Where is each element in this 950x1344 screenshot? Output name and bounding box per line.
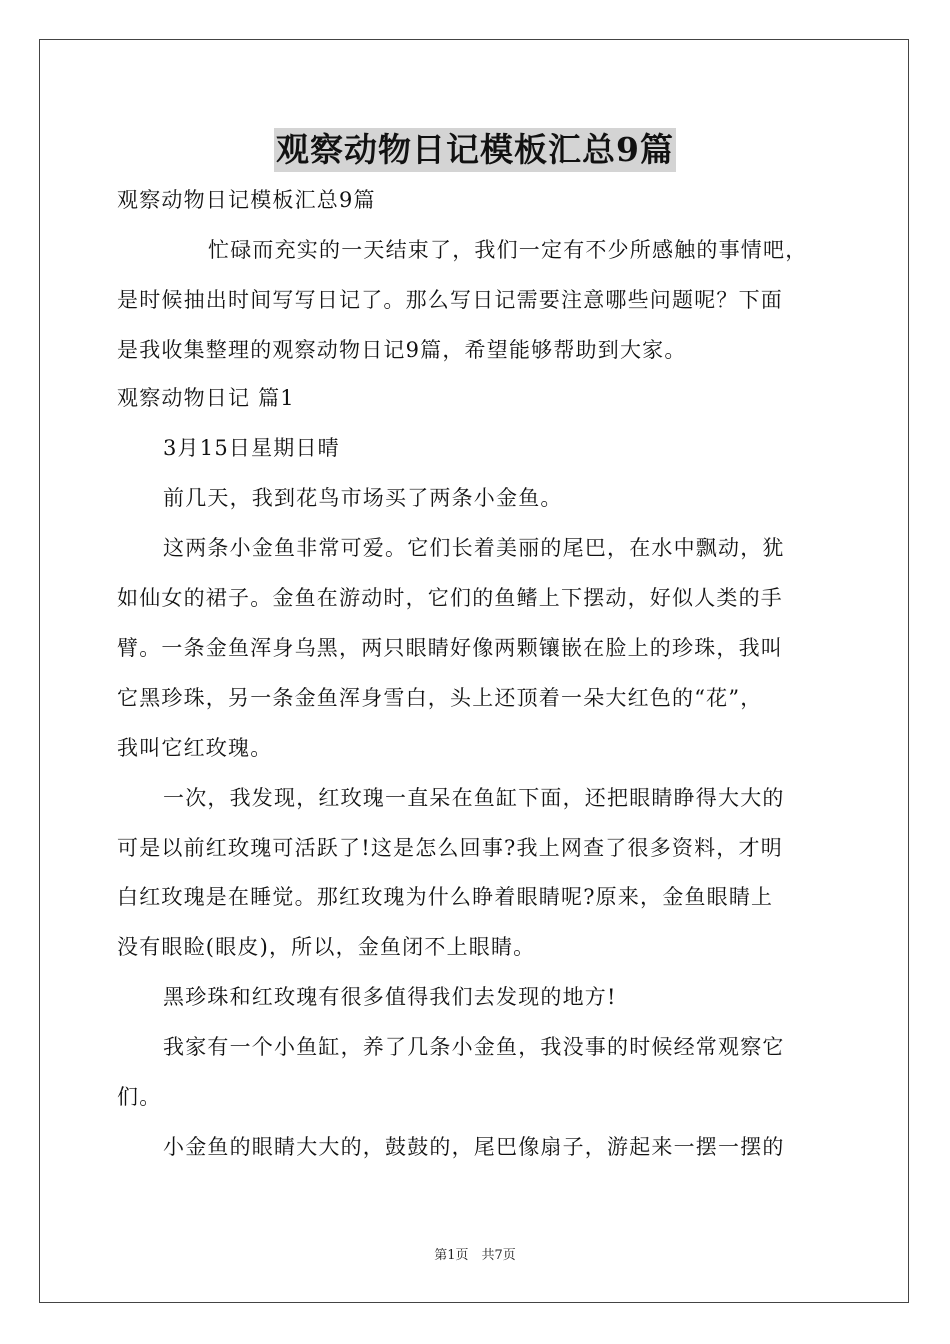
text-line: 可是以前红玫瑰可活跃了!这是怎么回事?我上网查了很多资料，才明 [117, 836, 783, 860]
text-line: 们。 [117, 1085, 162, 1109]
text-line: 没有眼睑(眼皮)，所以，金鱼闭不上眼睛。 [117, 935, 536, 959]
text-line: 臂。一条金鱼浑身乌黑，两只眼睛好像两颗镶嵌在脸上的珍珠，我叫 [117, 636, 783, 660]
text-line: 忙碌而充实的一天结束了，我们一定有不少所感触的事情吧， [208, 238, 808, 262]
text-line: 白红玫瑰是在睡觉。那红玫瑰为什么睁着眼睛呢?原来，金鱼眼睛上 [117, 885, 774, 909]
page-border [39, 39, 909, 1303]
text-line: 这两条小金鱼非常可爱。它们长着美丽的尾巴，在水中飘动，犹 [163, 536, 785, 560]
text-line: 它黑珍珠，另一条金鱼浑身雪白，头上还顶着一朵大红色的“花”， [117, 686, 763, 710]
text-line: 是时候抽出时间写写日记了。那么写日记需要注意哪些问题呢？下面 [117, 288, 783, 312]
text-line: 黑珍珠和红玫瑰有很多值得我们去发现的地方! [163, 985, 617, 1009]
text-line: 我家有一个小鱼缸，养了几条小金鱼，我没事的时候经常观察它 [163, 1035, 785, 1059]
text-line: 一次，我发现，红玫瑰一直呆在鱼缸下面，还把眼睛睁得大大的 [163, 786, 785, 810]
text-line: 小金鱼的眼睛大大的，鼓鼓的，尾巴像扇子，游起来一摆一摆的 [163, 1135, 785, 1159]
page-number-footer: 第1页 共7页 [434, 1248, 516, 1263]
text-line: 前几天，我到花鸟市场买了两条小金鱼。 [163, 486, 563, 510]
section-heading: 观察动物日记 篇1 [117, 386, 295, 410]
text-line: 如仙女的裙子。金鱼在游动时，它们的鱼鳍上下摆动，好似人类的手 [117, 586, 783, 610]
title-container [0, 128, 950, 172]
date-line: 3月15日星期日晴 [163, 436, 340, 460]
document-title: 观察动物日记模板汇总9篇 [274, 128, 676, 172]
text-line: 我叫它红玫瑰。 [117, 736, 273, 760]
subtitle-line: 观察动物日记模板汇总9篇 [117, 188, 376, 212]
text-line: 是我收集整理的观察动物日记9篇，希望能够帮助到大家。 [117, 338, 687, 362]
